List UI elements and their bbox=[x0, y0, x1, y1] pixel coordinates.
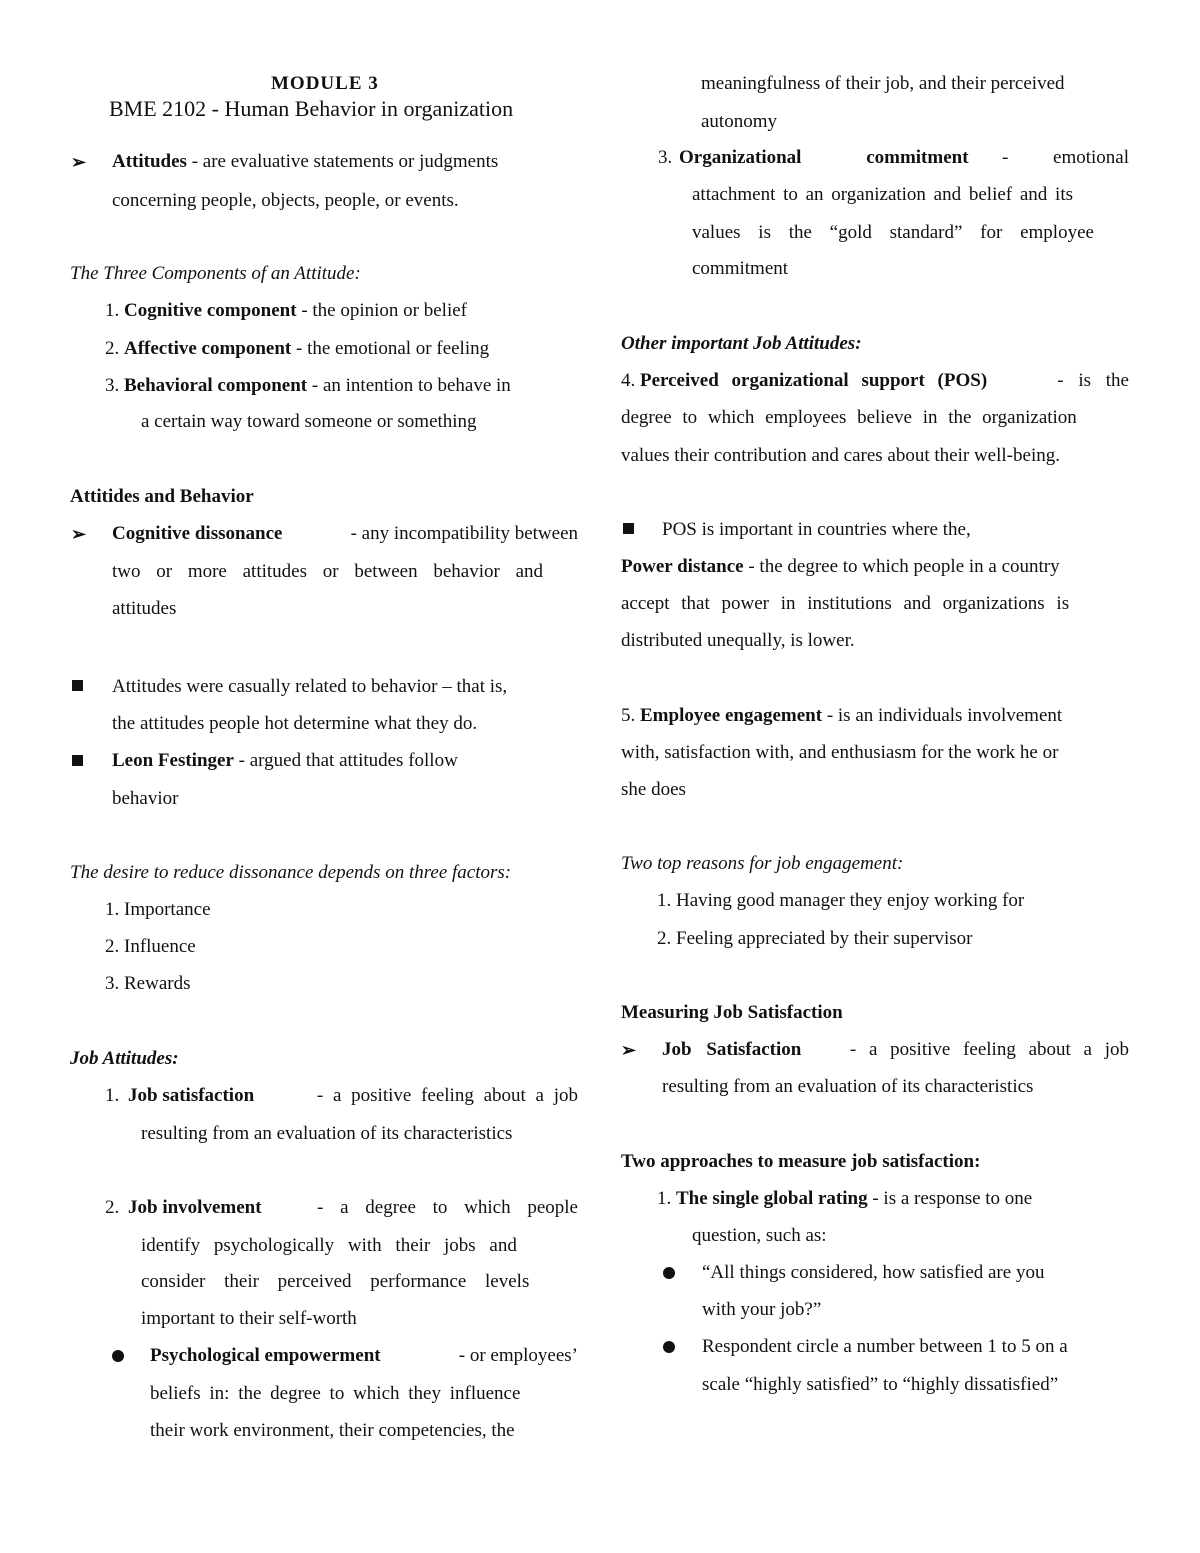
pos-line-2: degree to which employees believe in the organization bbox=[621, 407, 1077, 428]
dissonance-line-1: Cognitive dissonance - any incompatibility between bbox=[112, 523, 578, 544]
module-title: MODULE 3 bbox=[271, 73, 379, 94]
square-bullet-icon bbox=[623, 523, 634, 534]
attitudes-def: - are evaluative statements or judgments bbox=[191, 151, 499, 172]
engagement-line-2: with, satisfaction with, and enthusiasm for the work he or bbox=[621, 742, 1059, 763]
job-1-num: 1. bbox=[105, 1085, 120, 1106]
job-2-num: 2. bbox=[105, 1197, 120, 1218]
round-bullet-icon bbox=[663, 1267, 675, 1279]
attitudes-behavior-heading: Attitides and Behavior bbox=[70, 486, 254, 507]
power-line-3: distributed unequally, is lower. bbox=[621, 630, 855, 651]
engagement-line-3: she does bbox=[621, 779, 686, 800]
empowerment-line-1: Psychological empowerment - or employees’ bbox=[150, 1345, 578, 1366]
pos-line-1: 4. Perceived organizational support (POS) - is the bbox=[621, 370, 1129, 391]
job-3-line-1: Organizational commitment - emotional bbox=[679, 147, 1129, 168]
round-bullet-icon bbox=[663, 1341, 675, 1353]
measuring-heading: Measuring Job Satisfaction bbox=[621, 1002, 843, 1023]
approaches-heading: Two approaches to measure job satisfaction: bbox=[621, 1151, 981, 1172]
empowerment-cont-line-1: meaningfulness of their job, and their perceived bbox=[701, 73, 1065, 94]
job-3-line-3: values is the “gold standard” for employee bbox=[692, 222, 1094, 243]
approach-bullet-2-line-1: Respondent circle a number between 1 to 5 on a bbox=[702, 1336, 1068, 1357]
empowerment-line-3: their work environment, their competencies, the bbox=[150, 1420, 515, 1441]
job-2-line-3: consider their perceived performance levels bbox=[141, 1271, 530, 1292]
bullet-2-line-1: Leon Festinger - argued that attitudes follow bbox=[112, 750, 458, 771]
component-1: 1. Cognitive component - the opinion or belief bbox=[105, 300, 468, 321]
factor-2: 2. Influence bbox=[105, 936, 196, 957]
reason-1: 1. Having good manager they enjoy working for bbox=[657, 890, 1025, 911]
square-bullet-icon bbox=[72, 755, 83, 766]
job-1-line-2: resulting from an evaluation of its characteristics bbox=[141, 1123, 513, 1144]
component-3-cont: a certain way toward someone or something bbox=[141, 411, 477, 432]
job-attitudes-heading: Job Attitudes: bbox=[70, 1048, 179, 1069]
pos-line-3: values their contribution and cares about their well-being. bbox=[621, 445, 1060, 466]
approach-bullet-1-line-2: with your job?” bbox=[702, 1299, 822, 1320]
attitudes-line-1 bbox=[112, 150, 578, 174]
arrow-bullet-icon: ➢ bbox=[71, 152, 87, 172]
component-2: 2. Affective component - the emotional or feeling bbox=[105, 338, 490, 359]
reasons-heading: Two top reasons for job engagement: bbox=[621, 853, 904, 874]
square-bullet-icon bbox=[72, 680, 83, 691]
js-line-1: Job Satisfaction - a positive feeling about a job bbox=[662, 1039, 1129, 1060]
round-bullet-icon bbox=[112, 1350, 124, 1362]
approach-1-line-1: 1. The single global rating - is a response to one bbox=[657, 1188, 1033, 1209]
attitudes-line-2: concerning people, objects, people, or events. bbox=[112, 190, 459, 211]
arrow-bullet-icon: ➢ bbox=[71, 524, 87, 544]
approach-1-line-2: question, such as: bbox=[692, 1225, 827, 1246]
factors-heading: The desire to reduce dissonance depends on three factors: bbox=[70, 862, 512, 883]
components-heading: The Three Components of an Attitude: bbox=[70, 263, 361, 284]
dissonance-line-3: attitudes bbox=[112, 598, 177, 619]
pos-bullet: POS is important in countries where the, bbox=[662, 519, 971, 540]
bullet-1-line-1: Attitudes were casually related to behavior – that is, bbox=[112, 676, 508, 697]
job-2-line-2: identify psychologically with their jobs and bbox=[141, 1235, 517, 1256]
bullet-1-line-2: the attitudes people hot determine what they do. bbox=[112, 713, 478, 734]
arrow-bullet-icon: ➢ bbox=[621, 1040, 637, 1060]
component-3: 3. Behavioral component - an intention to behave in bbox=[105, 375, 511, 396]
js-line-2: resulting from an evaluation of its characteristics bbox=[662, 1076, 1034, 1097]
engagement-line-1: 5. Employee engagement - is an individuals involvement bbox=[621, 705, 1063, 726]
job-3-line-2: attachment to an organization and belief and its bbox=[692, 184, 1073, 205]
factor-3: 3. Rewards bbox=[105, 973, 191, 994]
other-attitudes-heading: Other important Job Attitudes: bbox=[621, 333, 862, 354]
job-2-line-1: Job involvement - a degree to which people bbox=[128, 1197, 578, 1218]
approach-bullet-1-line-1: “All things considered, how satisfied are you bbox=[702, 1262, 1045, 1283]
factor-1: 1. Importance bbox=[105, 899, 211, 920]
reason-2: 2. Feeling appreciated by their supervisor bbox=[657, 928, 973, 949]
attitudes-term: Attitudes bbox=[112, 151, 187, 172]
dissonance-line-2: two or more attitudes or between behavior and bbox=[112, 561, 544, 582]
power-line-2: accept that power in institutions and organizations is bbox=[621, 593, 1070, 614]
power-line-1: Power distance - the degree to which people in a country bbox=[621, 556, 1060, 577]
empowerment-cont-line-2: autonomy bbox=[701, 111, 777, 132]
job-1-line-1: Job satisfaction - a positive feeling about a job bbox=[128, 1085, 578, 1106]
approach-bullet-2-line-2: scale “highly satisfied” to “highly dissatisfied” bbox=[702, 1374, 1059, 1395]
job-3-num: 3. bbox=[658, 147, 673, 168]
bullet-2-line-2: behavior bbox=[112, 788, 179, 809]
job-2-line-4: important to their self-worth bbox=[141, 1308, 357, 1329]
empowerment-line-2: beliefs in: the degree to which they influence bbox=[150, 1383, 521, 1404]
job-3-line-4: commitment bbox=[692, 258, 789, 279]
course-subtitle: BME 2102 - Human Behavior in organization bbox=[109, 96, 514, 121]
